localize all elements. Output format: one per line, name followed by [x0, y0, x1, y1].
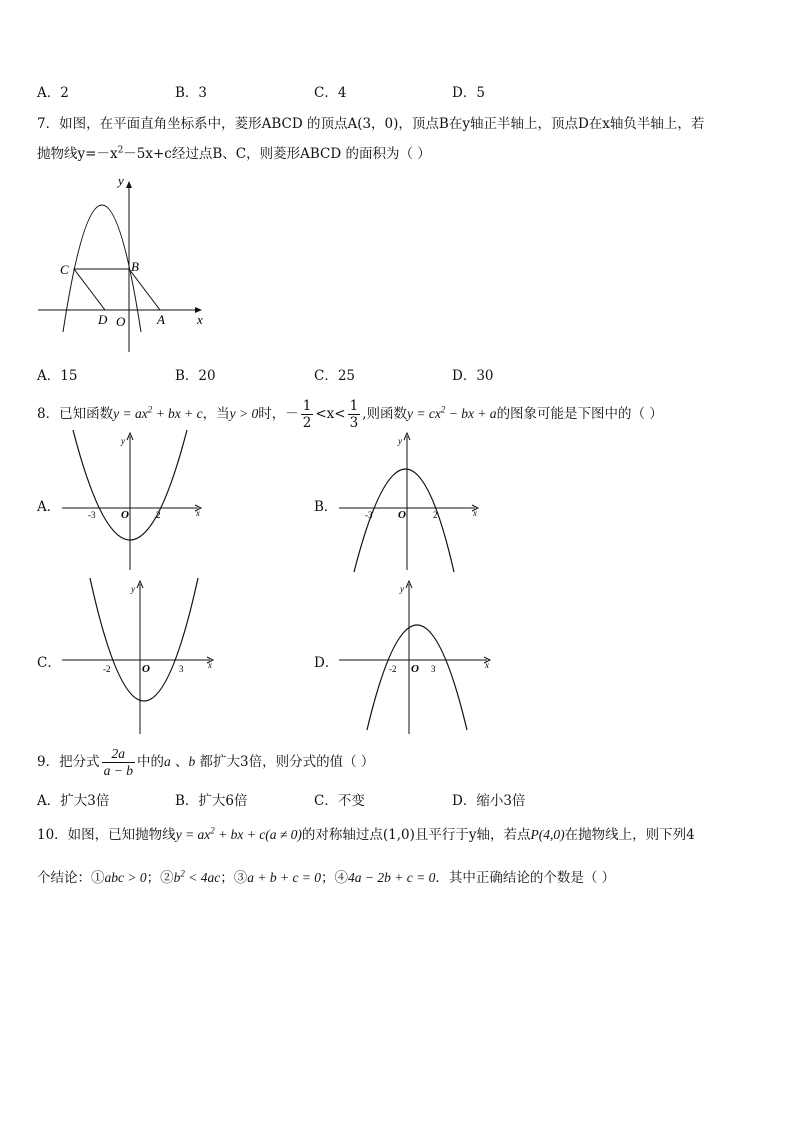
q7-option-a[interactable]: A．15 [37, 368, 78, 384]
q8-d-x: x [485, 660, 489, 670]
q7-label-o: O [116, 314, 126, 329]
q9-option-a[interactable]: A．扩大3倍 [37, 793, 110, 809]
q8-b-x: x [473, 508, 477, 518]
q6-option-a[interactable]: A．2 [37, 85, 69, 101]
q10-expr: $y = ax^2$ + bx + c(a ≠ 0) [175, 825, 302, 842]
q8-a-right: 2 [156, 510, 161, 520]
q8-graph-c[interactable] [60, 578, 220, 738]
q8-c-left: -2 [103, 664, 111, 674]
q7-label-a: A [157, 312, 165, 327]
q8-graph-b-label[interactable]: B． [314, 499, 338, 515]
q8-stem: 8．已知函数$y = ax^2$ + bx + c，当y > 0时，－ $\frac{1}{2}$ <x< $\frac{1}{3}$ ,则函数$y = cx^2$ − bx + a的图象可能是下图中的（ ） [37, 398, 663, 431]
q8-expr2: $y = cx^2$ − bx + a [407, 404, 497, 421]
q7-stem-line2: 抛物线$y=-x^2-5x+c$经过点B、C，则菱形ABCD 的面积为（ ） [37, 145, 431, 162]
q8-expr1: $y = ax^2$ + bx + c [113, 404, 203, 421]
q8-graph-d-label[interactable]: D． [314, 655, 339, 671]
q8-d-right: 3 [431, 664, 436, 674]
q8-graph-a-label[interactable]: A． [37, 499, 61, 515]
q7-options [0, 364, 794, 384]
q8-c-y: y [131, 584, 135, 594]
q7-label-c: C [60, 262, 69, 277]
q9-option-d[interactable]: D．缩小3倍 [452, 793, 526, 809]
q8-c-x: x [208, 660, 212, 670]
q8-a-y: y [121, 436, 125, 446]
q8-b-right: 2 [433, 510, 438, 520]
q6-option-d[interactable]: D．5 [452, 85, 485, 101]
q7-option-c[interactable]: C．25 [314, 368, 356, 384]
q8-a-o: O [121, 509, 129, 521]
q8-graph-c-label[interactable]: C． [37, 655, 61, 671]
q8-condition: y > 0 [229, 406, 259, 421]
q9-stem: 9．把分式 $\frac{2a}{a - b}$ 中的a 、b 都扩大3倍，则分式的值（ ） [37, 746, 375, 778]
q8-b-o: O [398, 509, 406, 521]
q6-option-b[interactable]: B．3 [175, 85, 208, 101]
q8-d-left: -2 [389, 664, 397, 674]
q10-stem-line1: 10．如图，已知抛物线$y = ax^2$ + bx + c(a ≠ 0)的对称轴过点(1,0)且平行于y轴，若点P(4,0)在抛物线上，则下列4 [37, 825, 695, 843]
q7-option-b[interactable]: B．20 [175, 368, 216, 384]
q9-fraction: $\frac{2a}{a - b}$ [103, 746, 133, 778]
q8-d-o: O [411, 663, 419, 675]
q8-graph-d[interactable] [337, 578, 497, 738]
q8-a-left: -3 [88, 510, 96, 520]
q8-b-y: y [398, 436, 402, 446]
q6-option-c[interactable]: C．4 [314, 85, 347, 101]
q8-frac2: $\frac{1}{3}$ [349, 398, 359, 431]
q8-graph-b[interactable] [337, 430, 487, 575]
q7-label-x: x [197, 312, 203, 327]
q6-options [0, 81, 794, 101]
q8-b-left: -3 [365, 510, 373, 520]
q9-option-b[interactable]: B．扩大6倍 [175, 793, 248, 809]
q7-stem-line1: 7．如图，在平面直角坐标系中，菱形ABCD 的顶点A(3，0)，顶点B在y轴正半轴上，顶点D在x轴负半轴上，若 [37, 116, 705, 132]
q8-a-x: x [196, 508, 200, 518]
q9-option-c[interactable]: C．不变 [314, 793, 365, 809]
q7-figure [36, 172, 216, 356]
q7-label-b: B [131, 259, 139, 274]
q8-graph-a[interactable] [60, 430, 210, 575]
q7-label-y: y [118, 173, 124, 188]
q7-rhombus [74, 269, 160, 310]
q8-d-y: y [400, 584, 404, 594]
q7-option-d[interactable]: D．30 [452, 368, 494, 384]
q8-frac1: $\frac{1}{2}$ [302, 398, 312, 431]
q10-stem-line2: 个结论：①abc > 0；$②b^2 < 4ac$；③a + b + c = 0；④4a − 2b + c = 0．其中正确结论的个数是（ ） [37, 868, 616, 886]
q8-c-o: O [142, 663, 150, 675]
q9-options [0, 789, 794, 809]
q7-label-d: D [98, 312, 108, 327]
q8-c-right: 3 [179, 664, 184, 674]
